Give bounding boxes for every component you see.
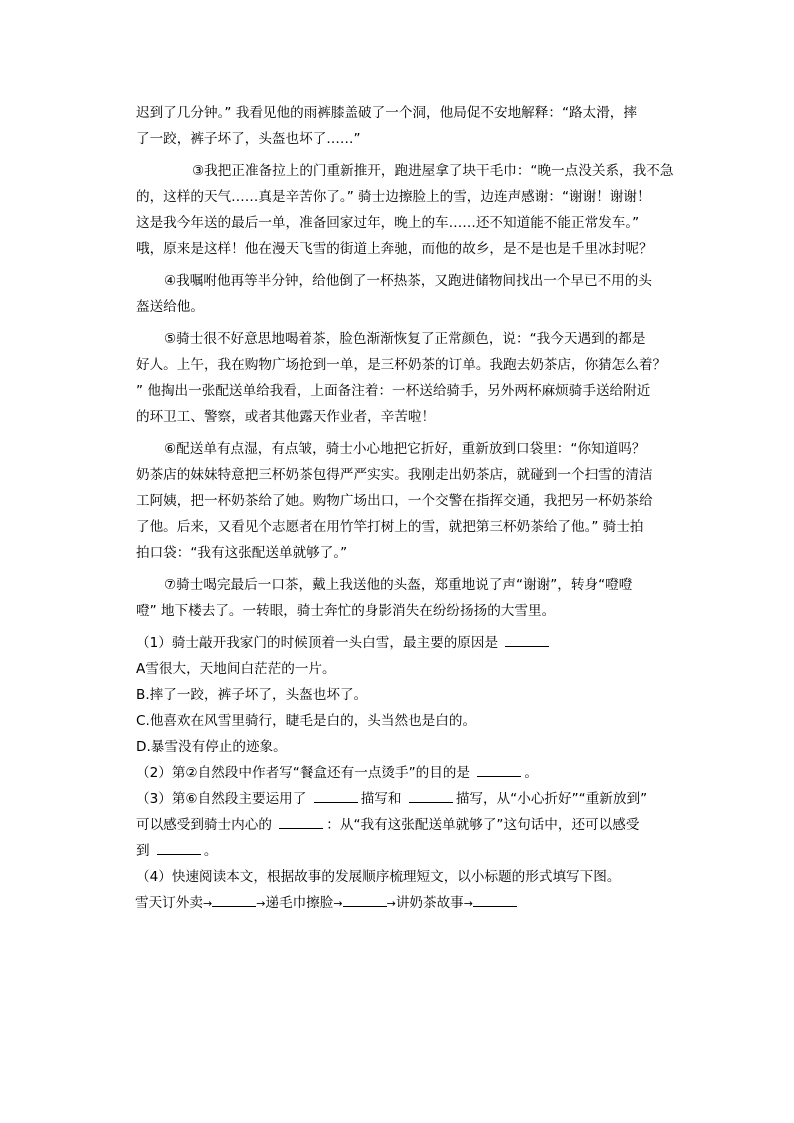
question-3-text: 可以感受到骑士内心的 xyxy=(136,817,272,833)
question-1 xyxy=(136,630,668,760)
answer-blank-q1[interactable] xyxy=(505,632,549,647)
answer-blank-q3-2[interactable] xyxy=(409,788,453,803)
question-3-text: 描写和 xyxy=(360,791,402,807)
question-4-flow xyxy=(135,890,668,917)
arrow-right-icon: → xyxy=(386,897,396,910)
text-line: 这是我今年送的最后一单，准备回家过年，晚上的车……还不知道能不能正常发车。” xyxy=(136,215,640,231)
paragraph-7 xyxy=(136,572,668,624)
question-2-end: 。 xyxy=(524,765,538,781)
text-line: ④我嘱咐他再等半分钟，给他倒了一杯热茶，又跑进储物间找出一个早已不用的头 xyxy=(164,273,652,289)
question-3 xyxy=(136,786,668,864)
arrow-right-icon: → xyxy=(333,897,343,910)
text-line: 了一跤，裤子坏了，头盔也坏了……” xyxy=(136,131,361,147)
text-line: 奶茶店的妹妹特意把三杯奶茶包得严严实实。我刚走出奶茶店，就碰到一个扫雪的清洁 xyxy=(136,467,653,483)
arrow-right-icon: → xyxy=(256,897,266,910)
question-4-stem: （4）快速阅读本文，根据故事的发展顺序梳理短文，以小标题的形式填写下图。 xyxy=(136,869,621,885)
text-line: ” 他掏出一张配送单给我看，上面备注着：一杯送给骑手，另外两杯麻烦骑手送给附近 xyxy=(136,383,651,399)
text-line: ③我把正准备拉上的门重新推开，跑进屋拿了块干毛巾：“晚一点没关系，我不急 xyxy=(192,163,674,179)
flow-step-5: 讲奶茶故事 xyxy=(395,895,464,911)
option-a: A雪很大，天地间白茫茫的一片。 xyxy=(136,661,336,677)
text-line: 好人。上午，我在购物广场抢到一单，是三杯奶茶的订单。我跑去奶茶店，你猜怎么着？ xyxy=(136,357,667,373)
paragraph-5 xyxy=(136,326,668,430)
question-3-text: 到 xyxy=(136,843,150,859)
question-3-text: 描写，从“小心折好”“重新放到” xyxy=(455,791,648,807)
question-1-stem-line xyxy=(136,630,668,656)
paragraph-4 xyxy=(136,268,668,320)
question-3-text: （3）第⑥自然段主要运用了 xyxy=(136,791,307,807)
flow-blank-6[interactable] xyxy=(473,892,517,907)
question-3-line-3 xyxy=(136,838,668,864)
text-line: ⑤骑士很不好意思地喝着茶，脸色渐渐恢复了正常颜色，说：“我今天遇到的都是 xyxy=(164,331,646,347)
answer-blank-q2[interactable] xyxy=(477,762,521,777)
text-line: ⑥配送单有点湿，有点皱，骑士小心地把它折好，重新放到口袋里：“你知道吗？ xyxy=(164,441,646,457)
text-line: 哦，原来是这样！他在漫天飞雪的街道上奔驰，而他的故乡，是不是也是千里冰封呢？ xyxy=(136,241,653,257)
question-3-text: 。 xyxy=(203,843,218,859)
text-line: 的环卫工、警察，或者其他露天作业者，辛苦啦！ xyxy=(136,409,436,425)
option-d: D.暴雪没有停止的迹象。 xyxy=(136,739,287,755)
option-b: B.摔了一跤，裤子坏了，头盔也坏了。 xyxy=(136,687,368,703)
question-3-line-2 xyxy=(136,812,668,838)
flow-blank-2[interactable] xyxy=(212,892,256,907)
question-3-line-1 xyxy=(136,786,668,812)
question-3-text: ：从“我有这张配送单就够了”这句话中，还可以感受 xyxy=(326,817,640,833)
flow-step-3: 递毛巾擦脸 xyxy=(265,895,334,911)
text-line: ⑦骑士喝完最后一口茶，戴上我送他的头盔，郑重地说了声“谢谢”，转身“噔噔 xyxy=(164,577,633,593)
text-line: 工阿姨，把一杯奶茶给了她。购物广场出口，一个交警在指挥交通，我把另一杯奶茶给 xyxy=(136,493,653,509)
question-2-stem: （2）第②自然段中作者写“餐盒还有一点烫手”的目的是 xyxy=(136,765,470,781)
paragraph-3 xyxy=(136,158,674,262)
question-1-stem: （1）骑士敲开我家门的时候顶着一头白雪，最主要的原因是 xyxy=(136,635,499,651)
paragraph-6 xyxy=(136,436,668,566)
text-line: 的，这样的天气……真是辛苦你了。” 骑士边擦脸上的雪，边连声感谢：“谢谢！谢谢！ xyxy=(136,189,651,205)
flow-step-1: 雪天订外卖 xyxy=(135,895,203,911)
text-line: 迟到了几分钟。” 我看见他的雨裤膝盖破了一个洞，他局促不安地解释：“路太滑，摔 xyxy=(136,105,637,121)
arrow-right-icon: → xyxy=(202,897,213,910)
text-line: 了他。后来，又看见个志愿者在用竹竿打树上的雪，就把第三杯奶茶给了他。” 骑士拍 xyxy=(136,519,644,535)
document-page xyxy=(135,100,674,917)
question-2 xyxy=(136,760,668,786)
text-line: 盔送给他。 xyxy=(136,299,204,315)
answer-blank-q3-1[interactable] xyxy=(314,788,358,803)
paragraph-2-tail xyxy=(136,100,668,152)
answer-blank-q3-4[interactable] xyxy=(157,840,201,855)
flow-blank-4[interactable] xyxy=(343,892,387,907)
question-2-line xyxy=(136,760,668,786)
option-c: C.他喜欢在风雪里骑行，睫毛是白的，头当然也是白的。 xyxy=(136,713,477,729)
answer-blank-q3-3[interactable] xyxy=(279,814,323,829)
question-4 xyxy=(136,864,668,917)
text-line: 拍口袋：“我有这张配送单就够了。” xyxy=(136,545,348,561)
text-line: 噔” 地下楼去了。一转眼，骑士奔忙的身影消失在纷纷扬扬的大雪里。 xyxy=(136,603,556,619)
arrow-right-icon: → xyxy=(463,897,473,910)
